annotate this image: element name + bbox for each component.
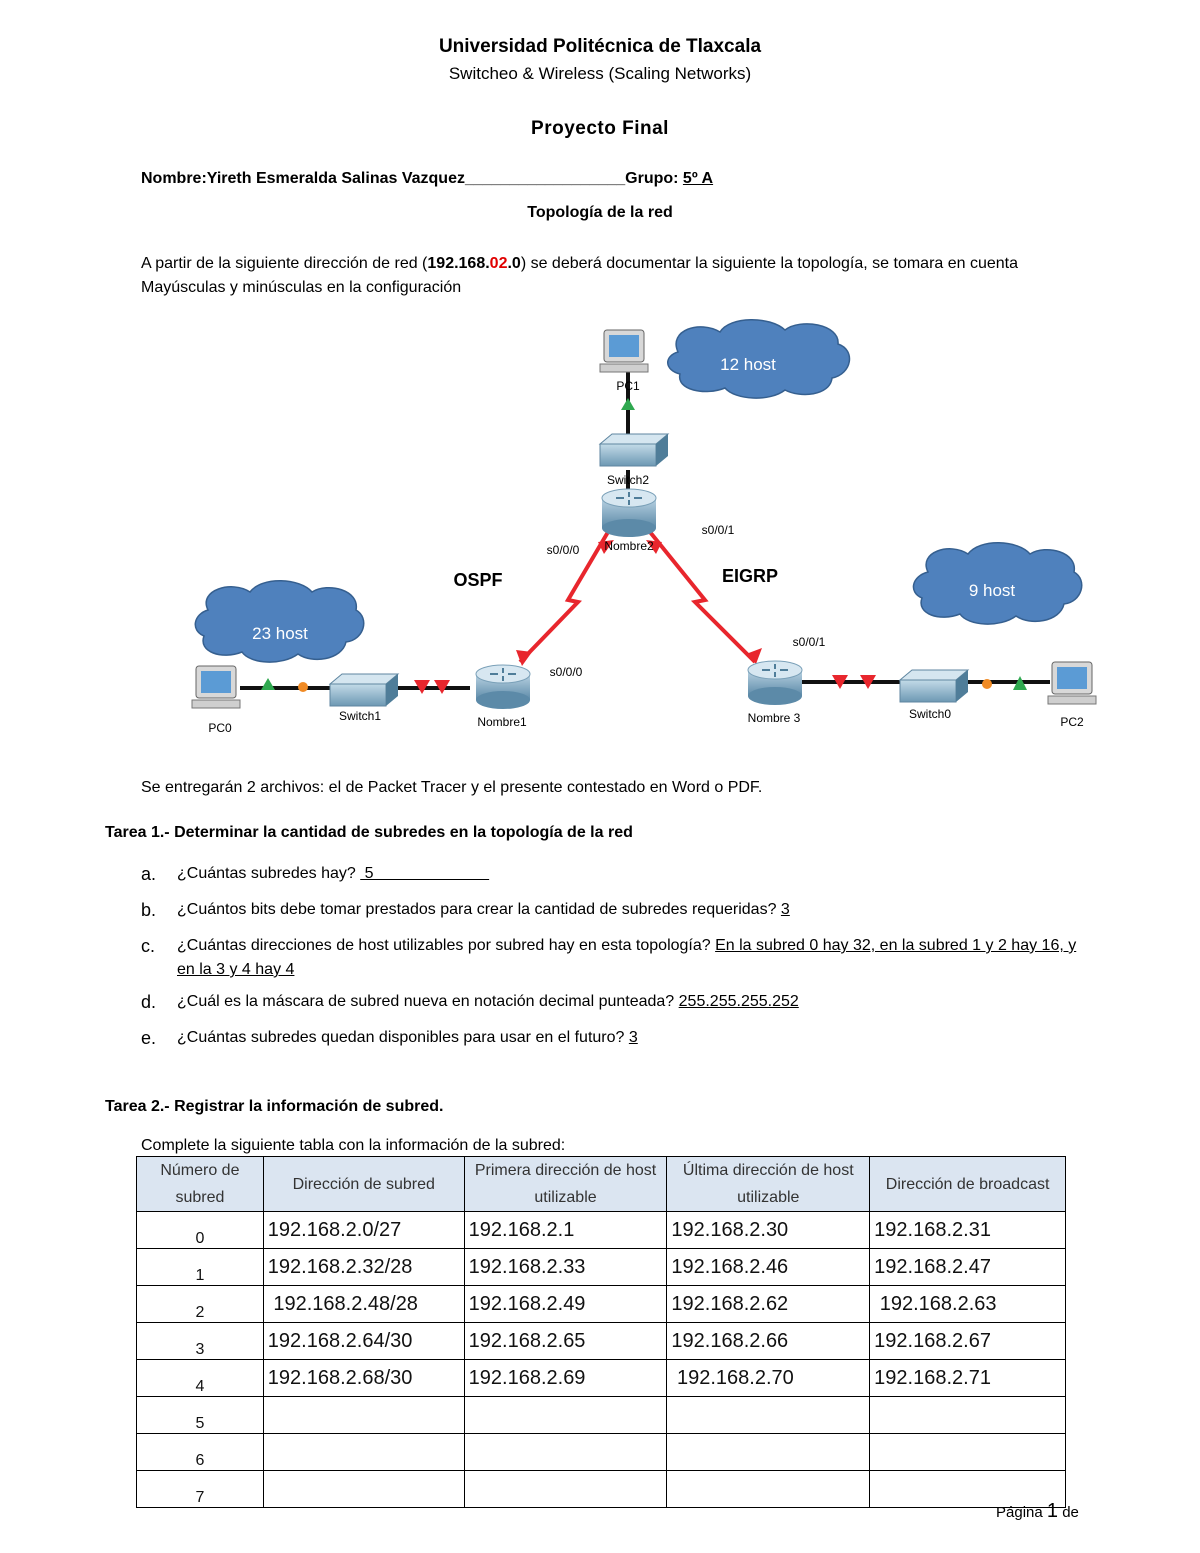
topology-heading: Topología de la red — [527, 204, 673, 221]
subnet-number-cell: 0 — [137, 1212, 264, 1249]
router2-label: Nombre2 — [604, 539, 654, 553]
answer-b: 3 — [780, 901, 790, 918]
subnet-cell — [464, 1434, 667, 1471]
question-e: e. ¿Cuántas subredes quedan disponibles para usar en el futuro? 3 — [141, 1028, 638, 1048]
student-line — [141, 170, 713, 188]
subnet-cell: 192.168.2.47 — [870, 1249, 1066, 1286]
switch1-label: Switch1 — [338, 709, 382, 723]
r2-s001-label: s0/0/1 — [701, 523, 735, 537]
table-row — [137, 1360, 1066, 1397]
topology-intro: A partir de la siguiente dirección de red (192.168.02.0) se deberá documentar la siguiente la topología, se tomara en cuenta Mayúsculas y minúsculas en la configuración — [141, 255, 1019, 296]
table-row — [137, 1249, 1066, 1286]
cloud-12-label: 12 host — [720, 355, 776, 374]
answer-c: En la subred 0 hay 32, en la subred 1 y 2 hay 16, y en la 3 y 4 hay 4 — [177, 937, 1077, 978]
table-row — [137, 1323, 1066, 1360]
pc1-icon — [600, 330, 648, 372]
router1-icon — [476, 665, 530, 709]
student-name: Yireth Esmeralda Salinas Vazquez — [206, 170, 465, 187]
table-row — [137, 1286, 1066, 1323]
subnet-cell — [263, 1434, 464, 1471]
switch0-icon — [900, 670, 968, 702]
task1-heading: Tarea 1.- Determinar la cantidad de subredes en la topología de la red — [105, 824, 633, 841]
subnet-number-cell: 3 — [137, 1323, 264, 1360]
page-footer: Página 1 de — [996, 1500, 1079, 1522]
subnet-cell: 192.168.2.65 — [464, 1323, 667, 1360]
subnet-number-cell: 2 — [137, 1286, 264, 1323]
subnet-cell: 192.168.2.71 — [870, 1360, 1066, 1397]
subnet-cell: 192.168.2.67 — [870, 1323, 1066, 1360]
university-title: Universidad Politécnica de Tlaxcala — [438, 36, 762, 57]
network-address: 192.168.02.0 — [427, 255, 521, 272]
cloud-23-label: 23 host — [252, 624, 308, 643]
subnet-cell: 192.168.2.49 — [464, 1286, 667, 1323]
course-subtitle: Switcheo & Wireless (Scaling Networks) — [448, 64, 752, 83]
cloud-9-label: 9 host — [968, 581, 1016, 600]
subnet-cell — [263, 1397, 464, 1434]
router3-label: Nombre 3 — [747, 711, 801, 725]
subnet-cell: 192.168.2.33 — [464, 1249, 667, 1286]
router1-label: Nombre1 — [477, 715, 527, 729]
answer-d: 255.255.255.252 — [678, 993, 799, 1010]
subnet-cell — [870, 1397, 1066, 1434]
r3-s001-label: s0/0/1 — [792, 635, 826, 649]
col-last-host: Última dirección de host utilizable — [667, 1157, 870, 1212]
project-title: Proyecto Final — [531, 118, 669, 139]
eigrp-label: EIGRP — [721, 566, 779, 586]
col-subnet-address: Dirección de subred — [263, 1157, 464, 1212]
pc0-icon — [192, 666, 240, 708]
question-b: b. ¿Cuántos bits debe tomar prestados para crear la cantidad de subredes requeridas? 3 — [141, 900, 790, 920]
subnet-cell — [667, 1397, 870, 1434]
ospf-label: OSPF — [453, 570, 503, 590]
deliverables-note: Se entregarán 2 archivos: el de Packet Tracer y el presente contestado en Word o PDF. — [141, 779, 763, 796]
subnet-number-cell: 6 — [137, 1434, 264, 1471]
subnet-cell: 192.168.2.46 — [667, 1249, 870, 1286]
name-label: Nombre: — [141, 170, 207, 187]
pc2-icon — [1048, 662, 1096, 704]
answer-e: 3 — [628, 1029, 638, 1046]
pc1-label: PC1 — [616, 379, 640, 393]
pc2-label: PC2 — [1060, 715, 1084, 729]
subnet-number-cell: 7 — [137, 1471, 264, 1508]
table-row — [137, 1397, 1066, 1434]
name-fill-line: __________________ — [464, 170, 626, 187]
cloud-23-host — [195, 581, 363, 662]
network-topology-diagram — [0, 310, 1200, 750]
subnet-cell — [263, 1471, 464, 1508]
subnet-cell: 192.168.2.70 — [667, 1360, 870, 1397]
subnet-cell: 192.168.2.1 — [464, 1212, 667, 1249]
table-header-row — [137, 1157, 1066, 1212]
cloud-9-host — [913, 543, 1081, 624]
subnet-number-cell: 4 — [137, 1360, 264, 1397]
router2-icon — [602, 489, 656, 537]
switch0-label: Switch0 — [908, 707, 952, 721]
task2-heading: Tarea 2.- Registrar la información de subred. — [105, 1098, 444, 1115]
subnet-cell — [870, 1434, 1066, 1471]
pc0-label: PC0 — [208, 721, 232, 735]
router3-icon — [748, 661, 802, 705]
table-row — [137, 1212, 1066, 1249]
group-value: 5º A — [682, 170, 714, 187]
subnet-cell: 192.168.2.69 — [464, 1360, 667, 1397]
col-subnet-number: Número de subred — [137, 1157, 264, 1212]
question-a: a. ¿Cuántas subredes hay? 5 — [141, 864, 490, 884]
subnet-cell: 192.168.2.31 — [870, 1212, 1066, 1249]
cloud-12-host — [668, 320, 850, 398]
subnet-cell: 192.168.2.32/28 — [263, 1249, 464, 1286]
subnet-cell: 192.168.2.64/30 — [263, 1323, 464, 1360]
subnet-cell: 192.168.2.66 — [667, 1323, 870, 1360]
task2-instruction: Complete la siguiente tabla con la información de la subred: — [141, 1137, 566, 1154]
table-row — [137, 1434, 1066, 1471]
question-c: c. ¿Cuántas direcciones de host utilizables por subred hay en esta topología? En la subred 0 hay 32, en la subred 1 y 2 hay 16, y en la 3 y 4 hay 4 — [141, 936, 1077, 978]
subnet-cell — [464, 1397, 667, 1434]
subnet-cell: 192.168.2.62 — [667, 1286, 870, 1323]
subnet-cell: 192.168.2.48/28 — [263, 1286, 464, 1323]
subnet-cell — [464, 1471, 667, 1508]
group-label: Grupo: — [625, 170, 679, 187]
subnet-table — [136, 1156, 1066, 1508]
subnet-cell: 192.168.2.68/30 — [263, 1360, 464, 1397]
switch2-icon — [600, 434, 668, 466]
col-broadcast: Dirección de broadcast — [870, 1157, 1066, 1212]
subnet-number-cell: 1 — [137, 1249, 264, 1286]
subnet-number-cell: 5 — [137, 1397, 264, 1434]
subnet-cell — [667, 1471, 870, 1508]
subnet-cell: 192.168.2.0/27 — [263, 1212, 464, 1249]
switch2-label: Switch2 — [606, 473, 650, 487]
r1-s000-label: s0/0/0 — [549, 665, 583, 679]
answer-a: 5 — [360, 865, 490, 882]
r2-s000-label: s0/0/0 — [546, 543, 580, 557]
switch1-icon — [330, 674, 398, 706]
table-row — [137, 1471, 1066, 1508]
subnet-cell — [667, 1434, 870, 1471]
subnet-cell: 192.168.2.30 — [667, 1212, 870, 1249]
col-first-host: Primera dirección de host utilizable — [464, 1157, 667, 1212]
subnet-cell: 192.168.2.63 — [870, 1286, 1066, 1323]
question-d: d. ¿Cuál es la máscara de subred nueva en notación decimal punteada? 255.255.255.252 — [141, 992, 799, 1012]
